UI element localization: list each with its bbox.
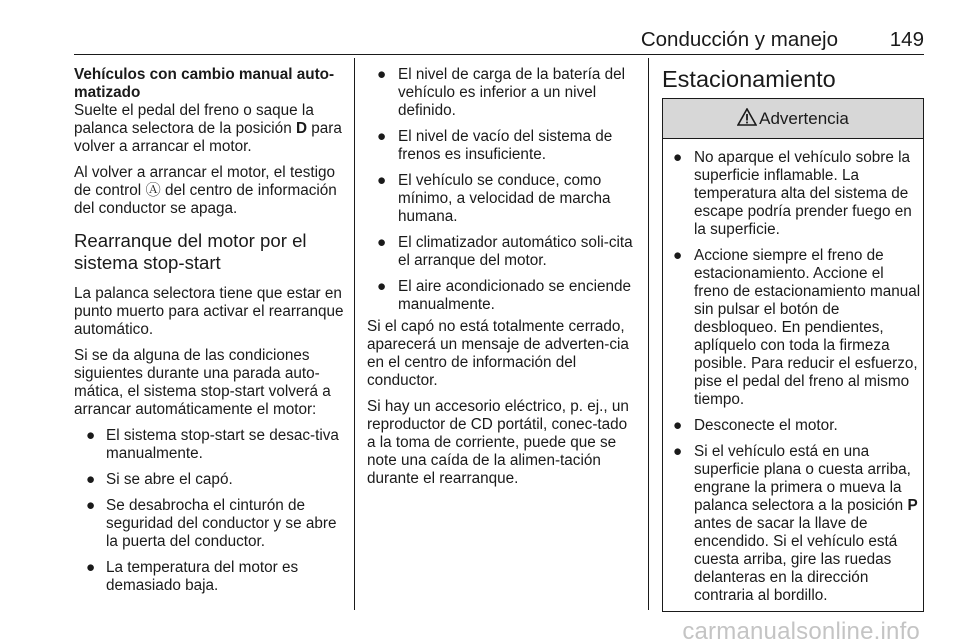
paragraph-conditions: Si se da alguna de las condiciones siguientes durante una parada auto-mática, el sistema stop-start volverá a arrancar automáticamente el motor: [74,347,331,418]
warning-header [663,99,923,139]
warning-box [662,98,924,612]
list-item: ● El nivel de vacío del sistema de frenos es insuficiente. [377,128,613,163]
list-item: ● No aparque el vehículo sobre la superficie inflamable. La temperatura alta del sistema de escape podría prender fuego en la superficie. [673,149,912,238]
list-item: ● El vehículo se conduce, como mínimo, a velocidad de marcha humana. [377,172,611,225]
warning-body [663,139,923,605]
conditions-list-continued [367,66,635,314]
column-divider-2 [648,58,649,610]
warning-triangle-icon [737,108,757,126]
header-rule [74,54,924,55]
warning-title: Advertencia [759,109,849,128]
page-header [74,28,924,54]
list-item: ● El aire acondicionado se enciende manualmente. [377,278,632,313]
section-title: Conducción y manejo [640,28,838,51]
paragraph-release-brake: Suelte el pedal del freno o saque la palanca selectora de la posición D para volver a arrancar el motor. [74,102,342,155]
list-item: ● El climatizador automático soli-cita el arranque del motor. [377,234,633,269]
list-item: ● El sistema stop-start se desac-tiva manualmente. [86,427,339,462]
list-item: ● Accione siempre el freno de estacionamiento. Accione el freno de estacionamiento manual sin pulsar el botón de desbloqueo. En pendientes, aplíquelo con toda la firmeza posible. Para reducir el esfuerzo, pise el pedal del freno al mismo tiempo. [673,247,921,408]
column-3 [662,66,924,612]
column-divider-1 [354,58,355,610]
paragraph-neutral: La palanca selectora tiene que estar en punto muerto para activar el rearranque automático. [74,285,344,338]
paragraph-hood: Si el capó no está totalmente cerrado, aparecerá un mensaje de adverten-cia en el centro de información del conductor. [367,318,629,389]
autostop-indicator-icon: Ⓐ [145,182,161,199]
page-number: 149 [889,28,924,51]
list-item: ● Se desabrocha el cinturón de seguridad del conductor y se abre la puerta del conductor. [86,497,337,550]
conditions-list [74,427,344,595]
column-2 [367,66,635,496]
list-item: ● El nivel de carga de la batería del vehículo es inferior a un nivel definido. [377,66,626,119]
subheading-manual-gearbox: Vehículos con cambio manual auto-matizado [74,66,335,101]
watermark: carmanualsonline.info [682,618,920,642]
paragraph-control-light: Al volver a arrancar el motor, el testigo de control Ⓐ del centro de información del conductor se apaga. [74,164,337,217]
list-item: ● Desconecte el motor. [673,417,838,434]
list-item: ● La temperatura del motor es demasiado baja. [86,559,299,594]
section-heading-parking: Estacionamiento [662,66,836,92]
section-heading-restart: Rearranque del motor por el sistema stop-start [74,230,307,273]
warning-list [663,149,923,605]
column-1 [74,66,344,603]
list-item: ● Si el vehículo está en una superficie plana o cuesta arriba, engrane la primera o mueva la palanca selectora a la posición P antes de sacar la llave de encendido. Si el vehículo está cuesta arriba, gire las ruedas delanteras en la dirección contraria al bordillo. [673,443,918,604]
paragraph-accessory: Si hay un accesorio eléctrico, p. ej., un reproductor de CD portátil, conec-tado a la toma de corriente, puede que se note una caída de la alimen-tación durante el rearranque. [367,398,629,487]
list-item: ● Si se abre el capó. [86,471,233,488]
